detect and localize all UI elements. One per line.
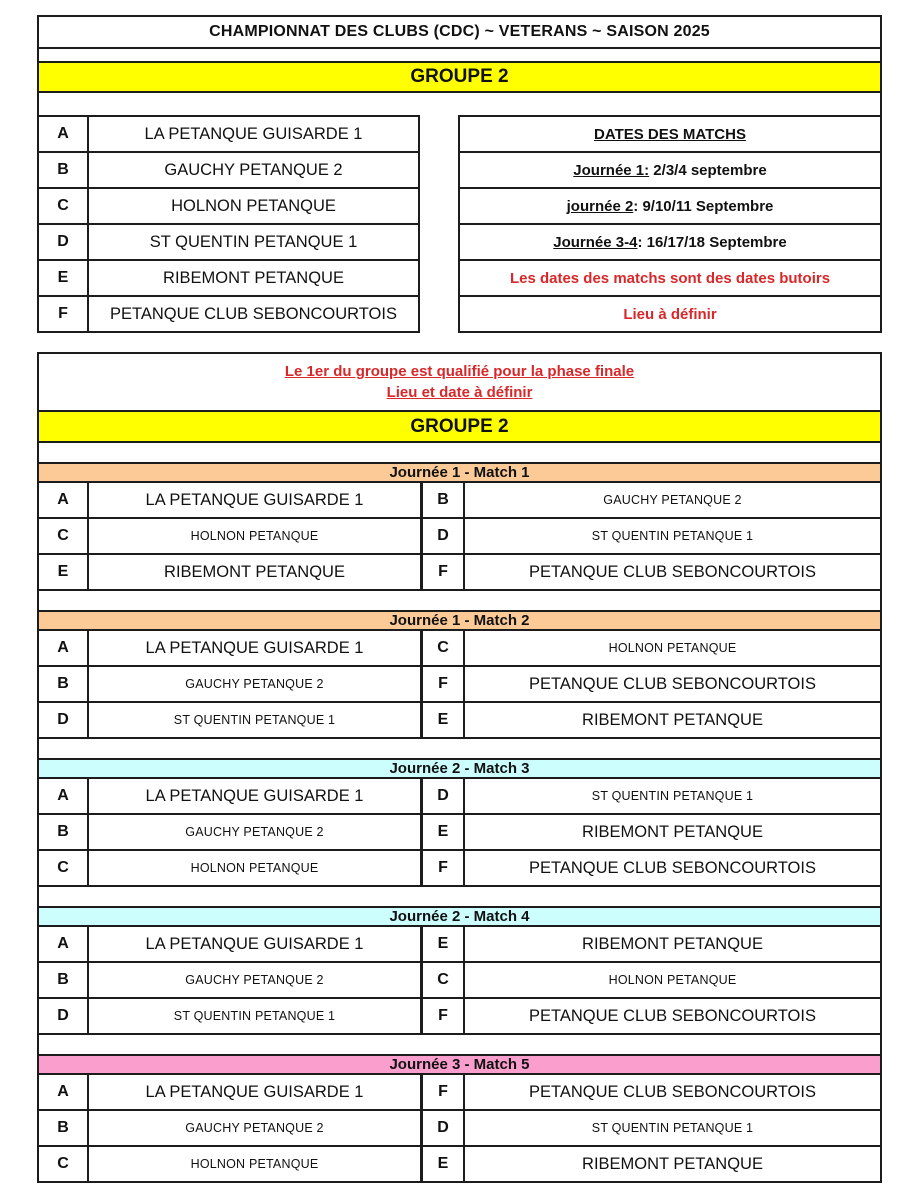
match-header: Journée 1 - Match 1 [39, 462, 880, 483]
team-name: HOLNON PETANQUE [89, 519, 423, 553]
team-letter: B [39, 963, 89, 997]
spacer-row [39, 443, 880, 462]
team-letter: E [39, 555, 89, 589]
team-name: PETANQUE CLUB SEBONCOURTOIS [110, 304, 397, 323]
team-letter: F [423, 667, 465, 701]
team-name: ST QUENTIN PETANQUE 1 [591, 789, 754, 803]
match-row [39, 963, 880, 999]
team-name: RIBEMONT PETANQUE [582, 934, 763, 953]
dates-title: DATES DES MATCHS [594, 125, 746, 143]
date-row [460, 225, 880, 261]
spacer-row [39, 1035, 880, 1054]
team-name: GAUCHY PETANQUE 2 [89, 963, 423, 997]
team-letter: A [39, 779, 89, 813]
team-name: HOLNON PETANQUE [608, 973, 737, 987]
match-header: Journée 2 - Match 3 [39, 758, 880, 779]
team-letter: D [423, 1111, 465, 1145]
team-name: GAUCHY PETANQUE 2 [164, 160, 343, 179]
team-letter: C [423, 963, 465, 997]
match-row [39, 703, 880, 739]
match-header: Journée 2 - Match 4 [39, 906, 880, 927]
match-block-5 [39, 1054, 880, 1181]
match-header: Journée 3 - Match 5 [39, 1054, 880, 1075]
team-name: ST QUENTIN PETANQUE 1 [89, 999, 423, 1033]
qualification-line2: Lieu et date à définir [386, 384, 533, 401]
team-letter: B [39, 153, 89, 187]
team-letter: E [423, 927, 465, 961]
page-content [37, 15, 882, 1183]
teams-table [37, 115, 420, 333]
match-row [39, 555, 880, 591]
team-name: ST QUENTIN PETANQUE 1 [149, 232, 358, 251]
team-row [39, 117, 418, 153]
match-row [39, 1147, 880, 1181]
team-name: ST QUENTIN PETANQUE 1 [89, 703, 423, 737]
team-name: RIBEMONT PETANQUE [89, 555, 423, 589]
team-name: LA PETANQUE GUISARDE 1 [89, 779, 423, 813]
match-row [39, 1111, 880, 1147]
team-letter: E [39, 261, 89, 295]
spacer-row [39, 739, 880, 758]
team-letter: F [39, 297, 89, 331]
team-row [39, 261, 418, 297]
team-letter: B [39, 815, 89, 849]
team-row [39, 153, 418, 189]
team-letter: F [423, 555, 465, 589]
match-block-1 [39, 462, 880, 591]
date-label: Journée 1: [573, 161, 650, 179]
team-letter: F [423, 1075, 465, 1109]
team-row [39, 225, 418, 261]
match-header: Journée 1 - Match 2 [39, 610, 880, 631]
team-letter: E [423, 703, 465, 737]
qualification-note [39, 354, 880, 410]
team-letter: B [39, 667, 89, 701]
team-letter: D [39, 999, 89, 1033]
team-letter: D [423, 779, 465, 813]
team-name: HOLNON PETANQUE [89, 851, 423, 885]
spacer-row [39, 887, 880, 906]
team-name: LA PETANQUE GUISARDE 1 [89, 483, 423, 517]
team-name: GAUCHY PETANQUE 2 [89, 1111, 423, 1145]
match-row [39, 519, 880, 555]
spacer-row [39, 591, 880, 610]
team-letter: B [39, 1111, 89, 1145]
team-letter: B [423, 483, 465, 517]
team-letter: F [423, 999, 465, 1033]
team-name: LA PETANQUE GUISARDE 1 [89, 631, 423, 665]
team-name: PETANQUE CLUB SEBONCOURTOIS [529, 1006, 816, 1025]
team-name: ST QUENTIN PETANQUE 1 [591, 1121, 754, 1135]
match-row [39, 927, 880, 963]
qualification-line1: Le 1er du groupe est qualifié pour la phase finale [284, 363, 635, 380]
match-block-2 [39, 610, 880, 739]
team-name: RIBEMONT PETANQUE [582, 710, 763, 729]
team-row [39, 297, 418, 331]
dates-title-row [460, 117, 880, 153]
team-letter: C [423, 631, 465, 665]
match-row [39, 999, 880, 1035]
date-row [460, 189, 880, 225]
team-letter: C [39, 1147, 89, 1181]
section-gap [37, 333, 882, 352]
date-label: journée 2 [566, 197, 634, 215]
date-value: : 9/10/11 Septembre [633, 197, 774, 215]
dates-location-note: Lieu à définir [623, 305, 717, 323]
team-letter: D [39, 703, 89, 737]
match-block-3 [39, 758, 880, 887]
team-letter: D [39, 225, 89, 259]
date-value: : 16/17/18 Septembre [637, 233, 787, 251]
match-row [39, 815, 880, 851]
team-letter: A [39, 927, 89, 961]
match-row [39, 631, 880, 667]
group-banner-schedule: GROUPE 2 [39, 410, 880, 443]
team-letter: A [39, 1075, 89, 1109]
team-name: RIBEMONT PETANQUE [582, 1154, 763, 1173]
date-row [460, 153, 880, 189]
header-box [37, 15, 882, 93]
team-name: LA PETANQUE GUISARDE 1 [144, 124, 363, 143]
team-name: LA PETANQUE GUISARDE 1 [89, 927, 423, 961]
team-letter: C [39, 189, 89, 223]
team-letter: C [39, 851, 89, 885]
team-name: GAUCHY PETANQUE 2 [89, 667, 423, 701]
team-name: HOLNON PETANQUE [89, 1147, 423, 1181]
team-name: RIBEMONT PETANQUE [582, 822, 763, 841]
team-letter: F [423, 851, 465, 885]
team-name: PETANQUE CLUB SEBONCOURTOIS [529, 562, 816, 581]
dates-deadline-note: Les dates des matchs sont des dates butoirs [460, 261, 880, 297]
date-label: Journée 3-4 [553, 233, 638, 251]
spacer-row [39, 49, 880, 63]
top-tables [37, 115, 882, 333]
match-row [39, 667, 880, 703]
dates-panel [458, 115, 882, 333]
team-name: HOLNON PETANQUE [171, 196, 336, 215]
team-name: LA PETANQUE GUISARDE 1 [89, 1075, 423, 1109]
team-letter: D [423, 519, 465, 553]
team-letter: A [39, 117, 89, 151]
team-letter: E [423, 815, 465, 849]
team-name: PETANQUE CLUB SEBONCOURTOIS [529, 674, 816, 693]
match-row [39, 1075, 880, 1111]
team-row [39, 189, 418, 225]
group-banner-top: GROUPE 2 [39, 63, 880, 91]
schedule-section [37, 352, 882, 1183]
team-name: HOLNON PETANQUE [608, 641, 737, 655]
team-name: PETANQUE CLUB SEBONCOURTOIS [529, 1082, 816, 1101]
spacer-row [37, 93, 882, 115]
team-name: GAUCHY PETANQUE 2 [603, 493, 742, 507]
team-letter: A [39, 483, 89, 517]
team-letter: A [39, 631, 89, 665]
match-block-4 [39, 906, 880, 1035]
date-value: 2/3/4 septembre [649, 161, 767, 179]
team-name: RIBEMONT PETANQUE [163, 268, 344, 287]
team-letter: C [39, 519, 89, 553]
match-row [39, 779, 880, 815]
team-name: PETANQUE CLUB SEBONCOURTOIS [529, 858, 816, 877]
match-row [39, 483, 880, 519]
team-name: ST QUENTIN PETANQUE 1 [591, 529, 754, 543]
team-letter: E [423, 1147, 465, 1181]
page-title: CHAMPIONNAT DES CLUBS (CDC) ~ VETERANS ~ SAISON 2025 [39, 17, 880, 49]
match-row [39, 851, 880, 887]
team-name: GAUCHY PETANQUE 2 [89, 815, 423, 849]
